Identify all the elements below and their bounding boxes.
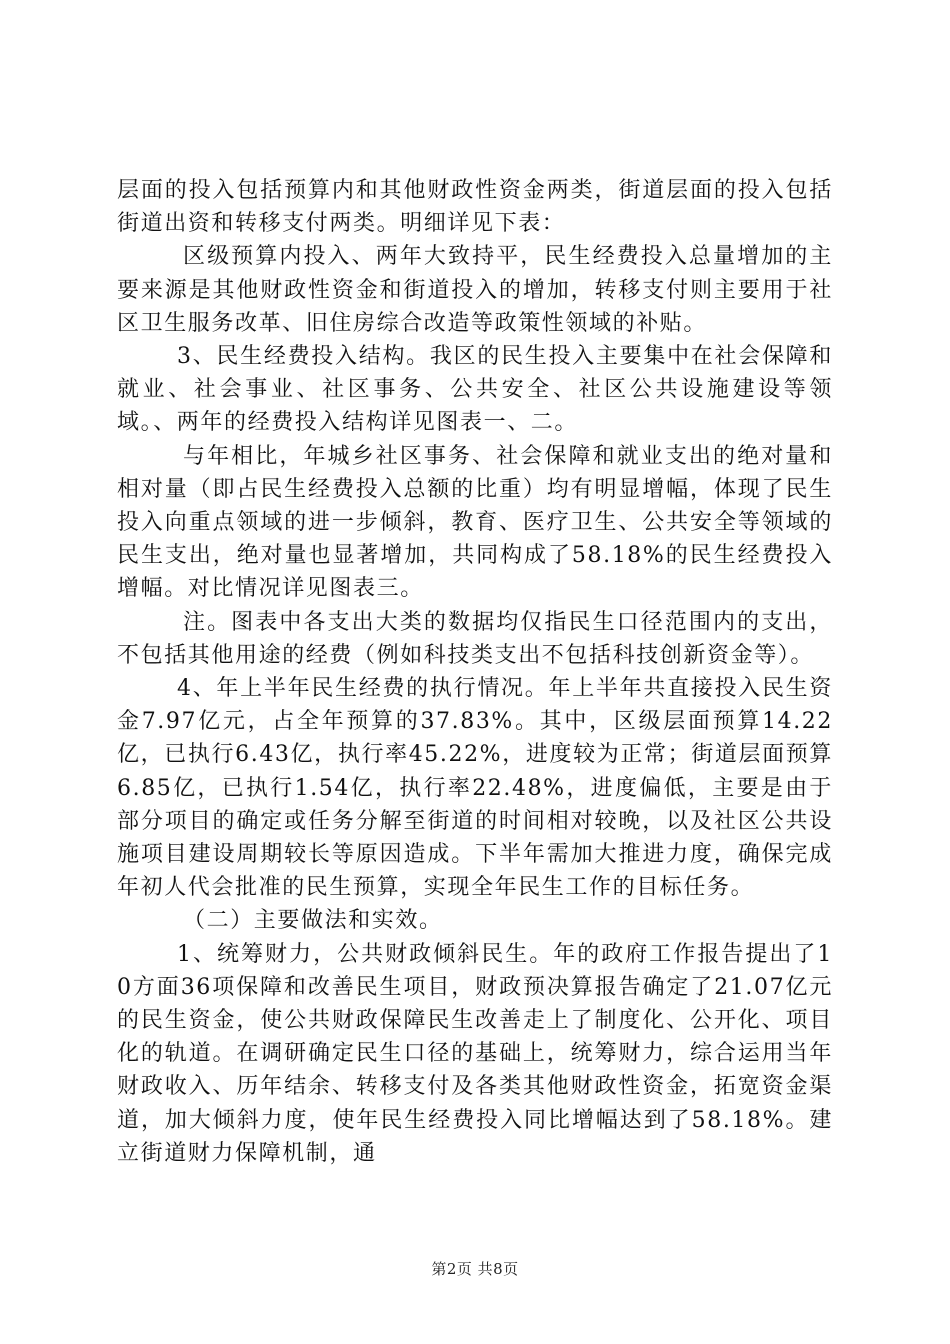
paragraph-half-year-execution: 4、年上半年民生经费的执行情况。年上半年共直接投入民生资金7.97亿元，占全年预算的37.83%。其中，区级层面预算14.22亿，已执行6.43亿，执行率45.22%，进度较为正常；街道层面预算6.85亿，已执行1.54亿，执行率22.48%，进度偏低，主要是由于部分项目的确定或任务分解至街道的时间相对较晚，以及社区公共设施项目建设周期较长等原因造成。下半年需加大推进力度，确保完成年初人代会批准的民生预算，实现全年民生工作的目标任务。 bbox=[117, 676, 833, 901]
page-number-indicator: 第2页 共8页 bbox=[431, 1260, 519, 1278]
page-footer bbox=[0, 1259, 950, 1279]
paragraph-investment-structure: 3、民生经费投入结构。我区的民生投入主要集中在社会保障和就业、社会事业、社区事务、公共安全、社区公共设施建设等领域。、两年的经费投入结构详见图表一、二。 bbox=[117, 344, 833, 436]
paragraph-year-comparison: 与年相比，年城乡社区事务、社会保障和就业支出的绝对量和相对量（即占民生经费投入总额的比重）均有明显增幅，体现了民生投入向重点领域的进一步倾斜，教育、医疗卫生、公共安全等领域的民生支出，绝对量也显著增加，共同构成了58.18%的民生经费投入增幅。对比情况详见图表三。 bbox=[117, 443, 833, 602]
paragraph-continuation: 层面的投入包括预算内和其他财政性资金两类，街道层面的投入包括街道出资和转移支付两类。明细详见下表： bbox=[117, 178, 833, 237]
document-body bbox=[117, 174, 833, 1170]
paragraph-coordinate-finances: 1、统筹财力，公共财政倾斜民生。年的政府工作报告提出了10方面36项保障和改善民生项目，财政预决算报告确定了21.07亿元的民生资金，使公共财政保障民生改善走上了制度化、公开化、项目化的轨道。在调研确定民生口径的基础上，统筹财力，综合运用当年财政收入、历年结余、转移支付及各类其他财政性资金，拓宽资金渠道，加大倾斜力度，使年民生经费投入同比增幅达到了58.18%。建立街道财力保障机制，通 bbox=[117, 941, 833, 1166]
paragraph-chart-note: 注。图表中各支出大类的数据均仅指民生口径范围内的支出，不包括其他用途的经费（例如科技类支出不包括科技创新资金等）。 bbox=[117, 609, 833, 668]
section-heading-practices: （二）主要做法和实效。 bbox=[183, 908, 443, 934]
paragraph-district-budget: 区级预算内投入、两年大致持平，民生经费投入总量增加的主要来源是其他财政性资金和街道投入的增加，转移支付则主要用于社区卫生服务改革、旧住房综合改造等政策性领域的补贴。 bbox=[117, 244, 833, 336]
